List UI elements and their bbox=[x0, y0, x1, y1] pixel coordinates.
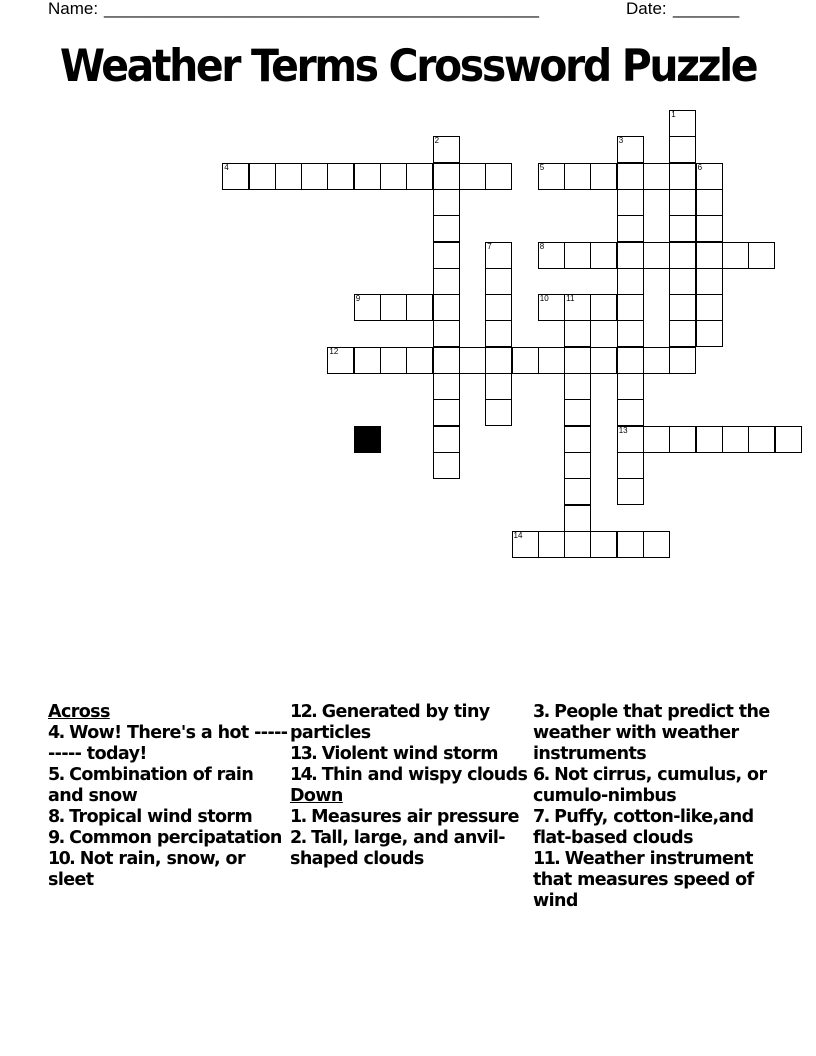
grid-cell[interactable] bbox=[617, 399, 644, 426]
clue-number: 8. bbox=[48, 807, 64, 827]
clue-text: Violent wind storm bbox=[316, 744, 498, 764]
clue-text: Tall, large, and anvil-shaped clouds bbox=[290, 828, 505, 869]
grid-cell[interactable] bbox=[485, 163, 512, 190]
grid-cell[interactable] bbox=[564, 347, 591, 374]
clue-text: Wow! There's a hot ---------- today! bbox=[48, 723, 288, 764]
grid-cell[interactable] bbox=[669, 294, 696, 321]
grid-cell[interactable] bbox=[433, 320, 460, 347]
grid-cell[interactable] bbox=[485, 347, 512, 374]
grid-cell[interactable] bbox=[669, 189, 696, 216]
grid-cell[interactable] bbox=[564, 478, 591, 505]
clue-text: Generated by tiny particles bbox=[290, 702, 490, 743]
clue-text: Not cirrus, cumulus, or cumulo-nimbus bbox=[533, 765, 767, 806]
grid-cell[interactable] bbox=[696, 215, 723, 242]
clue-number: 11. bbox=[533, 849, 560, 869]
grid-cell[interactable] bbox=[617, 163, 644, 190]
grid-cell[interactable] bbox=[485, 268, 512, 295]
grid-cell[interactable] bbox=[485, 399, 512, 426]
clue-number-label: 7 bbox=[487, 241, 492, 251]
grid-cell[interactable] bbox=[617, 268, 644, 295]
clue-column-2 bbox=[290, 702, 530, 870]
grid-cell[interactable] bbox=[564, 426, 591, 453]
grid-cell[interactable] bbox=[617, 531, 644, 558]
grid-cell[interactable] bbox=[669, 242, 696, 269]
grid-cell[interactable] bbox=[696, 320, 723, 347]
grid-cell[interactable] bbox=[564, 505, 591, 532]
name-blank-line[interactable]: ______________________________________________ bbox=[104, 0, 539, 18]
clue-text: Common percipatation bbox=[63, 828, 282, 848]
clue-across-5 bbox=[48, 765, 288, 807]
grid-cell[interactable] bbox=[538, 163, 565, 190]
clue-number: 3. bbox=[533, 702, 549, 722]
clue-number: 13. bbox=[290, 744, 317, 764]
clue-number-label: 5 bbox=[539, 162, 545, 172]
grid-cell[interactable] bbox=[538, 347, 565, 374]
clue-down-7 bbox=[533, 807, 783, 849]
name-label: Name: bbox=[48, 0, 99, 18]
clue-text: Measures air pressure bbox=[305, 807, 519, 827]
grid-cell[interactable] bbox=[564, 452, 591, 479]
grid-cell[interactable] bbox=[669, 215, 696, 242]
grid-cell[interactable] bbox=[433, 136, 460, 163]
grid-cell[interactable] bbox=[617, 189, 644, 216]
grid-cell[interactable] bbox=[380, 294, 407, 321]
grid-cell[interactable] bbox=[669, 426, 696, 453]
grid-cell[interactable] bbox=[617, 136, 644, 163]
grid-cell[interactable] bbox=[617, 242, 644, 269]
grid-cell[interactable] bbox=[406, 294, 433, 321]
grid-cell[interactable] bbox=[301, 163, 328, 190]
grid-cell[interactable] bbox=[564, 531, 591, 558]
grid-cell[interactable] bbox=[748, 242, 775, 269]
clue-text: Not rain, snow, or sleet bbox=[48, 849, 245, 890]
clue-number-label: 6 bbox=[697, 162, 703, 172]
clue-number: 10. bbox=[48, 849, 75, 869]
clue-number: 14. bbox=[290, 765, 317, 785]
grid-cell[interactable] bbox=[590, 347, 617, 374]
grid-cell[interactable] bbox=[406, 163, 433, 190]
grid-cell[interactable] bbox=[696, 268, 723, 295]
clue-number: 4. bbox=[48, 723, 64, 743]
grid-cell[interactable] bbox=[433, 294, 460, 321]
grid-cell[interactable] bbox=[485, 320, 512, 347]
clue-across-13 bbox=[290, 744, 530, 765]
grid-cell[interactable] bbox=[485, 373, 512, 400]
clue-down-1 bbox=[290, 807, 530, 828]
grid-cell[interactable] bbox=[775, 426, 802, 453]
grid-cell[interactable] bbox=[617, 347, 644, 374]
grid-cell[interactable] bbox=[669, 268, 696, 295]
grid-cell[interactable] bbox=[380, 347, 407, 374]
date-blank-line[interactable]: _______ bbox=[673, 0, 740, 18]
grid-cell[interactable] bbox=[617, 294, 644, 321]
clue-number: 7. bbox=[533, 807, 549, 827]
clue-number-label: 8 bbox=[539, 241, 545, 251]
grid-cell[interactable] bbox=[722, 242, 749, 269]
grid-cell[interactable] bbox=[538, 531, 565, 558]
grid-cell[interactable] bbox=[433, 189, 460, 216]
grid-cell[interactable] bbox=[696, 294, 723, 321]
black-square bbox=[354, 426, 381, 453]
grid-cell[interactable] bbox=[538, 242, 565, 269]
clue-number: 5. bbox=[48, 765, 64, 785]
clue-number-label: 4 bbox=[224, 162, 229, 172]
grid-cell[interactable] bbox=[669, 136, 696, 163]
grid-cell[interactable] bbox=[433, 452, 460, 479]
grid-cell[interactable] bbox=[433, 242, 460, 269]
clue-number-label: 3 bbox=[618, 136, 624, 146]
clue-across-9 bbox=[48, 828, 288, 849]
across-heading: Across bbox=[48, 702, 110, 722]
clue-number-label: 1 bbox=[671, 110, 676, 119]
grid-cell[interactable] bbox=[564, 373, 591, 400]
grid-cell[interactable] bbox=[669, 110, 696, 137]
grid-cell[interactable] bbox=[669, 320, 696, 347]
grid-cell[interactable] bbox=[590, 294, 617, 321]
grid-cell[interactable] bbox=[433, 373, 460, 400]
clue-text: Weather instrument that measures speed of wind bbox=[533, 849, 754, 911]
grid-cell[interactable] bbox=[485, 294, 512, 321]
clue-number: 12. bbox=[290, 702, 317, 722]
grid-cell[interactable] bbox=[696, 163, 723, 190]
grid-cell[interactable] bbox=[564, 399, 591, 426]
clue-number-label: 2 bbox=[434, 136, 440, 146]
page-title: Weather Terms Crossword Puzzle bbox=[59, 40, 757, 92]
clue-text: Thin and wispy clouds bbox=[316, 765, 528, 785]
clue-text: Tropical wind storm bbox=[63, 807, 253, 827]
clue-number-label: 9 bbox=[355, 294, 361, 304]
clue-across-10 bbox=[48, 849, 288, 891]
grid-cell[interactable] bbox=[433, 426, 460, 453]
clue-down-3 bbox=[533, 702, 783, 765]
down-heading: Down bbox=[290, 786, 343, 806]
grid-cell[interactable] bbox=[669, 163, 696, 190]
grid-cell[interactable] bbox=[564, 163, 591, 190]
clue-number-label: 11 bbox=[566, 294, 575, 304]
grid-cell[interactable] bbox=[643, 163, 670, 190]
grid-cell[interactable] bbox=[590, 531, 617, 558]
grid-cell[interactable] bbox=[617, 426, 644, 453]
grid-cell[interactable] bbox=[327, 347, 354, 374]
grid-cell[interactable] bbox=[249, 163, 276, 190]
clue-across-12 bbox=[290, 702, 530, 744]
clue-text: Puffy, cotton-like,and flat-based clouds bbox=[533, 807, 754, 848]
grid-cell[interactable] bbox=[538, 294, 565, 321]
grid-cell[interactable] bbox=[643, 531, 670, 558]
clue-across-4 bbox=[48, 723, 288, 765]
grid-cell[interactable] bbox=[617, 478, 644, 505]
grid-cell[interactable] bbox=[354, 163, 381, 190]
grid-cell[interactable] bbox=[433, 347, 460, 374]
clue-down-6 bbox=[533, 765, 783, 807]
grid-cell[interactable] bbox=[617, 452, 644, 479]
grid-cell[interactable] bbox=[433, 399, 460, 426]
grid-cell[interactable] bbox=[696, 426, 723, 453]
grid-cell[interactable] bbox=[643, 347, 670, 374]
grid-cell[interactable] bbox=[617, 215, 644, 242]
grid-cell[interactable] bbox=[406, 347, 433, 374]
grid-cell[interactable] bbox=[696, 242, 723, 269]
grid-cell[interactable] bbox=[643, 426, 670, 453]
grid-cell[interactable] bbox=[564, 320, 591, 347]
grid-cell[interactable] bbox=[459, 163, 486, 190]
clue-number-label: 14 bbox=[513, 530, 523, 540]
grid-cell[interactable] bbox=[617, 320, 644, 347]
grid-cell[interactable] bbox=[433, 215, 460, 242]
clue-text: People that predict the weather with weather instruments bbox=[533, 702, 770, 764]
grid-cell[interactable] bbox=[590, 242, 617, 269]
date-label: Date: bbox=[626, 0, 667, 18]
grid-cell[interactable] bbox=[275, 163, 302, 190]
grid-cell[interactable] bbox=[696, 189, 723, 216]
clue-number-label: 13 bbox=[618, 425, 628, 435]
clue-column-1 bbox=[48, 702, 288, 891]
grid-cell[interactable] bbox=[459, 347, 486, 374]
grid-cell[interactable] bbox=[722, 426, 749, 453]
grid-cell[interactable] bbox=[222, 163, 249, 190]
clue-number: 2. bbox=[290, 828, 306, 848]
clue-down-2 bbox=[290, 828, 530, 870]
grid-cell[interactable] bbox=[485, 242, 512, 269]
grid-cell[interactable] bbox=[669, 347, 696, 374]
grid-cell[interactable] bbox=[564, 294, 591, 321]
grid-cell[interactable] bbox=[643, 242, 670, 269]
clue-down-11 bbox=[533, 849, 783, 912]
grid-cell[interactable] bbox=[380, 163, 407, 190]
grid-cell[interactable] bbox=[512, 531, 539, 558]
clue-across-14 bbox=[290, 765, 530, 786]
clue-number: 1. bbox=[290, 807, 306, 827]
clue-across-8 bbox=[48, 807, 288, 828]
grid-cell[interactable] bbox=[354, 347, 381, 374]
grid-cell[interactable] bbox=[748, 426, 775, 453]
grid-cell[interactable] bbox=[590, 163, 617, 190]
clue-number: 9. bbox=[48, 828, 64, 848]
grid-cell[interactable] bbox=[433, 268, 460, 295]
grid-cell[interactable] bbox=[564, 242, 591, 269]
grid-cell[interactable] bbox=[327, 163, 354, 190]
grid-cell[interactable] bbox=[512, 347, 539, 374]
grid-cell[interactable] bbox=[354, 294, 381, 321]
grid-cell[interactable] bbox=[617, 373, 644, 400]
clue-number: 6. bbox=[533, 765, 549, 785]
clue-number-label: 12 bbox=[329, 346, 339, 356]
clue-text: Combination of rain and snow bbox=[48, 765, 254, 806]
clue-column-3 bbox=[533, 702, 783, 912]
grid-cell[interactable] bbox=[433, 163, 460, 190]
clue-number-label: 10 bbox=[539, 294, 549, 304]
